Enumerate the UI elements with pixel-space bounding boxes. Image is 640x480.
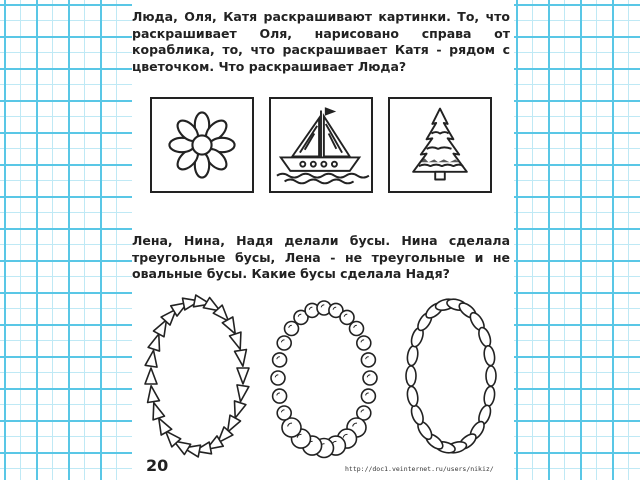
round-bead xyxy=(361,353,375,367)
triangle-bead xyxy=(145,368,157,384)
round-bead xyxy=(277,336,291,350)
worksheet-page xyxy=(132,0,514,480)
watermark-url: http://doc1.veinternet.ru/users/nikiz/ xyxy=(345,465,494,473)
round-bead-necklace xyxy=(266,292,382,462)
page-number: 20 xyxy=(146,456,169,475)
round-bead xyxy=(273,353,287,367)
oval-bead-necklace xyxy=(396,292,506,462)
triangle-bead xyxy=(230,332,246,351)
round-bead xyxy=(282,418,301,437)
flower-picture xyxy=(150,97,254,193)
oval-bead xyxy=(486,366,496,386)
oval-bead xyxy=(483,386,496,407)
triangle-bead xyxy=(235,385,249,403)
triangle-bead xyxy=(237,368,249,384)
round-bead xyxy=(277,406,291,420)
fir-tree-picture xyxy=(388,97,492,193)
task1-text: Люда, Оля, Катя раскрашивают картинки. То, что раскрашивает Оля, нарисовано справа от кораблика, то, что раскрашивает Катя - рядом с цветочком. Что раскрашивает Люда? xyxy=(132,9,510,74)
oval-bead xyxy=(409,404,425,426)
triangle-bead xyxy=(148,401,164,420)
oval-bead xyxy=(406,345,419,366)
fir-tree-icon xyxy=(390,99,490,191)
sailboat-icon xyxy=(271,99,371,191)
round-bead xyxy=(361,389,375,403)
round-bead xyxy=(357,336,371,350)
triangle-bead xyxy=(235,349,249,367)
round-bead xyxy=(273,389,287,403)
oval-bead xyxy=(406,366,416,386)
oval-bead xyxy=(483,345,496,366)
round-bead xyxy=(350,322,364,336)
sailboat-picture xyxy=(269,97,373,193)
round-bead xyxy=(363,371,377,385)
triangle-bead xyxy=(145,385,159,403)
round-bead xyxy=(271,371,285,385)
task2-text: Лена, Нина, Надя делали бусы. Нина сделала треугольные бусы, Лена - не треугольные и не овальные бусы. Какие бусы сделала Надя? xyxy=(132,233,510,281)
triangle-bead xyxy=(145,349,159,367)
oval-bead xyxy=(477,326,493,348)
oval-bead xyxy=(406,386,419,407)
triangle-bead-necklace xyxy=(138,292,256,462)
flower-icon xyxy=(152,99,252,191)
